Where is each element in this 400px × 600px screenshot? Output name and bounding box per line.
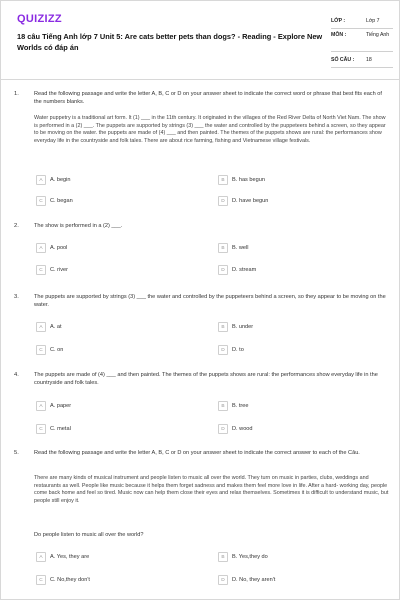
option-letter: B — [218, 243, 228, 253]
question-count-label: SỐ CÂU : — [331, 57, 355, 63]
option-letter: D — [218, 575, 228, 585]
option-text: C. metal — [50, 426, 71, 432]
option-b[interactable] — [218, 552, 268, 562]
option-d[interactable] — [218, 424, 253, 434]
option-letter: D — [218, 345, 228, 355]
option-letter: A — [36, 322, 46, 332]
option-letter: B — [218, 322, 228, 332]
reading-passage: Water puppetry is a traditional art form. It (1) ___ in the 11th century. It originated in the villages of the Red River Delta of North Viet Nam. The show is performed in a (2) ___. The puppets are supported by strings (3) ___ the water and controlled by the puppeteers behind a screen, so they appear to be moving on the water. the puppets are made of (4) ___ and then painted. The themes of the puppets shows are rural: the performances show everyday life in the countryside and folk tales. There are about rice farming, fishing and Vietnamese village festivals. — [34, 115, 386, 144]
option-letter: D — [218, 424, 228, 434]
option-letter: C — [36, 345, 46, 355]
question-count-value: 18 — [366, 57, 372, 63]
question-prompt: The puppets are made of (4) ___ and then painted. The themes of the puppets shows are rural: the performances show everyday life in the countryside and folk tales. — [34, 372, 378, 386]
grade-value: Lớp 7 — [366, 18, 380, 24]
option-text: B. well — [232, 245, 249, 251]
question-prompt: The show is performed in a (2) ___. — [34, 223, 123, 229]
subject-label: MÔN : — [331, 32, 347, 38]
question-number: 3. — [14, 294, 19, 300]
option-letter: A — [36, 401, 46, 411]
option-a[interactable] — [36, 175, 71, 185]
option-text: A. Yes, they are — [50, 554, 90, 560]
option-letter: A — [36, 175, 46, 185]
option-d[interactable] — [218, 345, 244, 355]
option-letter: B — [218, 552, 228, 562]
question-prompt: The puppets are supported by strings (3) ___ the water and controlled by the puppeteers behind a screen, so they appear to be moving on the water. — [34, 294, 386, 308]
option-letter: B — [218, 175, 228, 185]
question-number: 4. — [14, 372, 19, 378]
question-prompt: Read the following passage and write the letter A, B, C or D on your answer sheet to indicate the correct answer to each of the Câu. — [34, 450, 360, 456]
option-text: B. Yes,they do — [232, 554, 268, 560]
question-number: 1. — [14, 91, 19, 97]
subject-value: Tiếng Anh — [366, 32, 390, 38]
option-letter: B — [218, 401, 228, 411]
option-letter: C — [36, 575, 46, 585]
option-text: C. river — [50, 267, 69, 273]
option-letter: A — [36, 243, 46, 253]
option-c[interactable] — [36, 345, 63, 355]
option-d[interactable] — [218, 265, 256, 275]
reading-passage: There are many kinds of musical instrument and people listen to music all over the world. They turn on music in parties, clubs, weddings and restaurants as well. People like music because it helps them forget sadness and makes them feel more love in life. After a hard- working day, people come back home and feel so tired. Music now can help them close their eyes and relax themselves. Sometimes it is difficult to understand music, but people still enjoy it. — [34, 475, 389, 504]
question-prompt: Read the following passage and write the letter A, B, C or D on your answer sheet to indicate the correct word or phrase that best fits each of the numbers blanks. — [34, 91, 382, 105]
option-text: D. stream — [232, 267, 257, 273]
worksheet-header — [1, 1, 400, 79]
option-a[interactable] — [36, 552, 89, 562]
meta-divider — [331, 28, 393, 29]
option-d[interactable] — [218, 575, 275, 585]
option-text: B. tree — [232, 403, 249, 409]
option-text: C. No,they don't — [50, 577, 90, 583]
meta-divider — [331, 67, 393, 68]
header-divider — [1, 79, 400, 80]
option-text: A. begin — [50, 177, 71, 183]
option-letter: C — [36, 265, 46, 275]
worksheet-title: 18 câu Tiếng Anh lớp 7 Unit 5: Are cats better pets than dogs? - Reading - Explore New Worlds có đáp án — [17, 32, 323, 52]
option-text: D. have begun — [232, 198, 269, 204]
option-text: A. paper — [50, 403, 72, 409]
option-letter: A — [36, 552, 46, 562]
grade-label: LỚP : — [331, 18, 346, 24]
question-number: 2. — [14, 223, 19, 229]
quizizz-logo[interactable]: QUIZIZZ — [17, 13, 62, 25]
option-a[interactable] — [36, 243, 67, 253]
option-d[interactable] — [218, 196, 268, 206]
option-c[interactable] — [36, 196, 73, 206]
option-a[interactable] — [36, 322, 62, 332]
option-text: A. at — [50, 324, 62, 330]
option-letter: D — [218, 265, 228, 275]
option-b[interactable] — [218, 175, 265, 185]
option-letter: C — [36, 424, 46, 434]
sub-question: Do people listen to music all over the world? — [34, 532, 144, 538]
question-number: 5. — [14, 450, 19, 456]
option-text: C. on — [50, 347, 64, 353]
option-b[interactable] — [218, 243, 248, 253]
option-c[interactable] — [36, 424, 71, 434]
option-letter: D — [218, 196, 228, 206]
option-c[interactable] — [36, 265, 68, 275]
option-letter: C — [36, 196, 46, 206]
option-b[interactable] — [218, 322, 253, 332]
option-c[interactable] — [36, 575, 90, 585]
option-text: C. began — [50, 198, 73, 204]
option-b[interactable] — [218, 401, 248, 411]
option-text: B. has begun — [232, 177, 265, 183]
option-a[interactable] — [36, 401, 71, 411]
option-text: A. pool — [50, 245, 68, 251]
option-text: B. under — [232, 324, 254, 330]
option-text: D. No, they aren't — [232, 577, 276, 583]
option-text: D. to — [232, 347, 244, 353]
meta-divider — [331, 51, 393, 52]
option-text: D. wood — [232, 426, 253, 432]
